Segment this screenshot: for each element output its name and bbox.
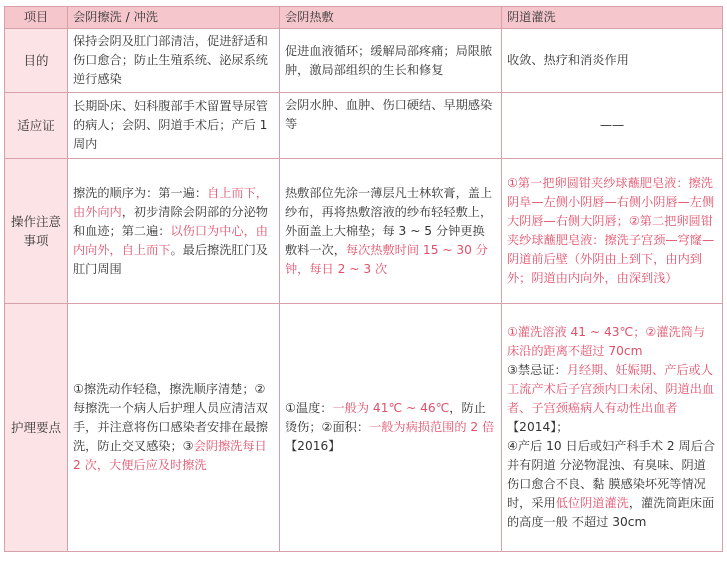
cell <box>502 304 723 552</box>
row-nursing-points <box>5 304 723 552</box>
body-text: ，初步清除会阴部的分泌物和血迹；第二遍： <box>73 204 268 238</box>
body-text: 【2014】； <box>507 420 569 434</box>
body-text: 【2016】 <box>285 439 341 453</box>
highlight-text: 一般为 41℃ ~ 46℃ <box>332 401 450 415</box>
header-vaginal-irrigation: 阴道灌洗 <box>502 7 723 29</box>
body-text: 热敷部位先涂一薄层凡士林软膏，盖上纱布，再将热敷溶液的纱布轻轻敷上，外面盖上大棉垫；每 3 ~ 5 分钟更换敷料一次， <box>285 185 493 257</box>
header-perineal-wash: 会阴擦洗 / 冲洗 <box>68 7 280 29</box>
cell <box>280 93 502 159</box>
body-text: ④产后 10 日后或妇产科手术 2 周后合并有阴道 分泌物混浊、有臭味、阴道伤口愈合不良、黏 膜感染坏死等情况时，采用 <box>507 439 716 510</box>
body-text: 保持会阴及肛门部清洁，促进舒适和伤口愈合；防止生殖系统、泌尿系统逆行感染 <box>73 34 268 86</box>
cell <box>502 29 723 93</box>
body-text: ①温度： <box>285 401 333 415</box>
cell <box>280 304 502 552</box>
body-text: ，灌洗筒距床面的高度一般 不超过 30cm <box>507 496 715 529</box>
header-item: 项目 <box>5 7 68 29</box>
cell <box>68 29 280 93</box>
row-label: 操作注意事项 <box>5 159 68 304</box>
highlight-text: 一般为病损范围的 2 倍 <box>369 420 495 434</box>
comparison-table <box>4 6 723 552</box>
highlight-text: 会阴擦洗每日 2 次，大便后应及时擦洗 <box>73 439 267 472</box>
body-text: 擦洗的顺序为：第一遍： <box>73 185 208 200</box>
body-text: ③禁忌证： <box>507 363 567 377</box>
cell <box>280 159 502 304</box>
body-text: 。最后擦洗肛门及肛门周围 <box>73 242 268 276</box>
row-purpose <box>5 29 723 93</box>
body-text: 长期卧床、妇科腹部手术留置导尿管的病人；会阴、阴道手术后；产后 1 周内 <box>73 99 268 151</box>
highlight-text: 以伤口为中心，由内向外，自上而下 <box>73 223 268 257</box>
highlight-text: 每次热敷时间 15 ~ 30 分钟，每日 2 ~ 3 次 <box>285 242 488 276</box>
row-label: 护理要点 <box>5 304 68 552</box>
body-text: 促进血液循环；缓解局部疼痛；局限脓肿，激局部组织的生长和修复 <box>285 43 493 77</box>
row-operation-notes <box>5 159 723 304</box>
cell <box>68 93 280 159</box>
cell <box>68 304 280 552</box>
highlight-text: ①灌洗溶液 41 ~ 43℃；②灌洗筒与床沿的距离不超过 70cm <box>507 325 706 358</box>
header-row <box>5 7 723 29</box>
row-indication <box>5 93 723 159</box>
body-text: 会阴水肿、血肿、伤口硬结、早期感染等 <box>285 98 493 131</box>
cell <box>68 159 280 304</box>
row-label: 目的 <box>5 29 68 93</box>
body-text: ①擦洗动作轻稳，擦洗顺序清楚；②每擦洗一个病人后护理人员应清洁双手，并注意将伤口感染者安排在最擦洗，防止交叉感染；③ <box>73 382 268 453</box>
highlight-text: 低位阴道灌洗 <box>555 496 629 510</box>
highlight-text: 自上而下，由外向内 <box>73 185 268 219</box>
highlight-text: 月经期、妊娠期、产后或人工流产术后子宫颈内口未闭、阴道出血者、子宫颈癌病人有动性出血者 <box>507 363 715 415</box>
body-text: 收敛、热疗和消炎作用 <box>507 53 629 67</box>
cell <box>502 93 723 159</box>
cell <box>280 29 502 93</box>
row-label: 适应证 <box>5 93 68 159</box>
body-text: ，防止烫伤；②面积： <box>285 401 486 434</box>
table-wrapper <box>4 6 722 552</box>
body-text: —— <box>599 118 625 132</box>
cell <box>502 159 723 304</box>
highlight-text: ①第一把卵圆钳夹纱球蘸肥皂液：擦洗阴阜—左侧小阴唇—右侧小阴唇—左侧大阴唇—右侧大阴唇；②第二把卵圆钳夹纱球蘸肥皂液：擦洗子宫颈—穹窿—阴道前后壁（外阴由上到下，由内到外；阴道由内向外，由深到浅） <box>507 176 715 285</box>
header-perineal-hot-compress: 会阴热敷 <box>280 7 502 29</box>
